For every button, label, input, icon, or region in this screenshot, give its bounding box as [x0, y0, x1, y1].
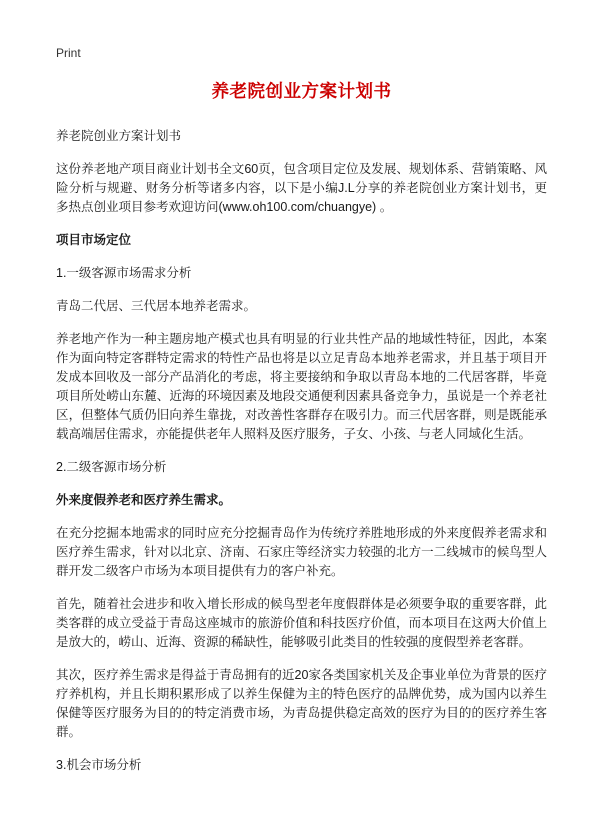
paragraph-local-demand: 养老地产作为一种主题房地产模式也具有明显的行业共性产品的地域性特征，因此，本案作为面向特定客群特定需求的特性产品也将是以立足青岛本地养老需求，并且基于项目开发成本回收及一部分产品消化的考虑，将主要接纳和争取以青岛本地的二代居客群，毕竟项目所处崂山东麓、近海的环境因素及地段交通便利因素具备竞争力，虽说是一个养老社区，但整体气质仍旧向养生靠拢，对改善性客群存在吸引力。而三代居客群，则是既能承载高端居住需求，亦能提供老年人照料及医疗服务，子女、小孩、与老人同域化生活。 [56, 332, 547, 441]
document-title: 养老院创业方案计划书 [211, 81, 392, 101]
subheading-secondary-market-analysis: 2.二级客源市场分析 [56, 460, 167, 474]
primary-market-demand-line: 青岛二代居、三代居本地养老需求。 [56, 299, 257, 313]
section-heading-market-positioning: 项目市场定位 [56, 233, 132, 247]
paragraph-secondary-demand: 在充分挖掘本地需求的同时应充分挖掘青岛作为传统疗养胜地形成的外来度假养老需求和医疗养生需求，针对以北京、济南、石家庄等经济实力较强的北方一二线城市的候鸟型人群开发二级客户市场为本项目提供有力的客户补充。 [56, 526, 547, 578]
secondary-market-demand-line: 外来度假养老和医疗养生需求。 [56, 493, 232, 507]
document-subtitle: 养老院创业方案计划书 [56, 129, 182, 143]
subheading-primary-market-analysis: 1.一级客源市场需求分析 [56, 266, 192, 280]
paragraph-first-point: 首先，随着社会进步和收入增长形成的候鸟型老年度假群体是必须要争取的重要客群，此类客群的成立受益于青岛这座城市的旅游价值和科技医疗价值，而本项目在这两大价值上是放大的，崂山、近海、资源的稀缺性，能够吸引此类目的性较强的度假型养老客群。 [56, 597, 547, 649]
print-button[interactable]: Print [56, 46, 81, 60]
paragraph-second-point: 其次，医疗养生需求是得益于青岛拥有的近20家各类国家机关及企事业单位为背景的医疗疗养机构，并且长期积累形成了以养生保健为主的特色医疗的品牌优势，成为国内以养生保健等医疗服务为目的的特定消费市场，为青岛提供稳定高效的医疗为目的的医疗养生客群。 [56, 668, 547, 739]
subheading-opportunity-market-analysis: 3.机会市场分析 [56, 758, 142, 772]
intro-paragraph: 这份养老地产项目商业计划书全文60页，包含项目定位及发展、规划体系、营销策略、风险分析与规避、财务分析等诸多内容，以下是小编J.L分享的养老院创业方案计划书，更多热点创业项目参考欢迎访问(www.oh100.com/chuangye) 。 [56, 162, 547, 214]
